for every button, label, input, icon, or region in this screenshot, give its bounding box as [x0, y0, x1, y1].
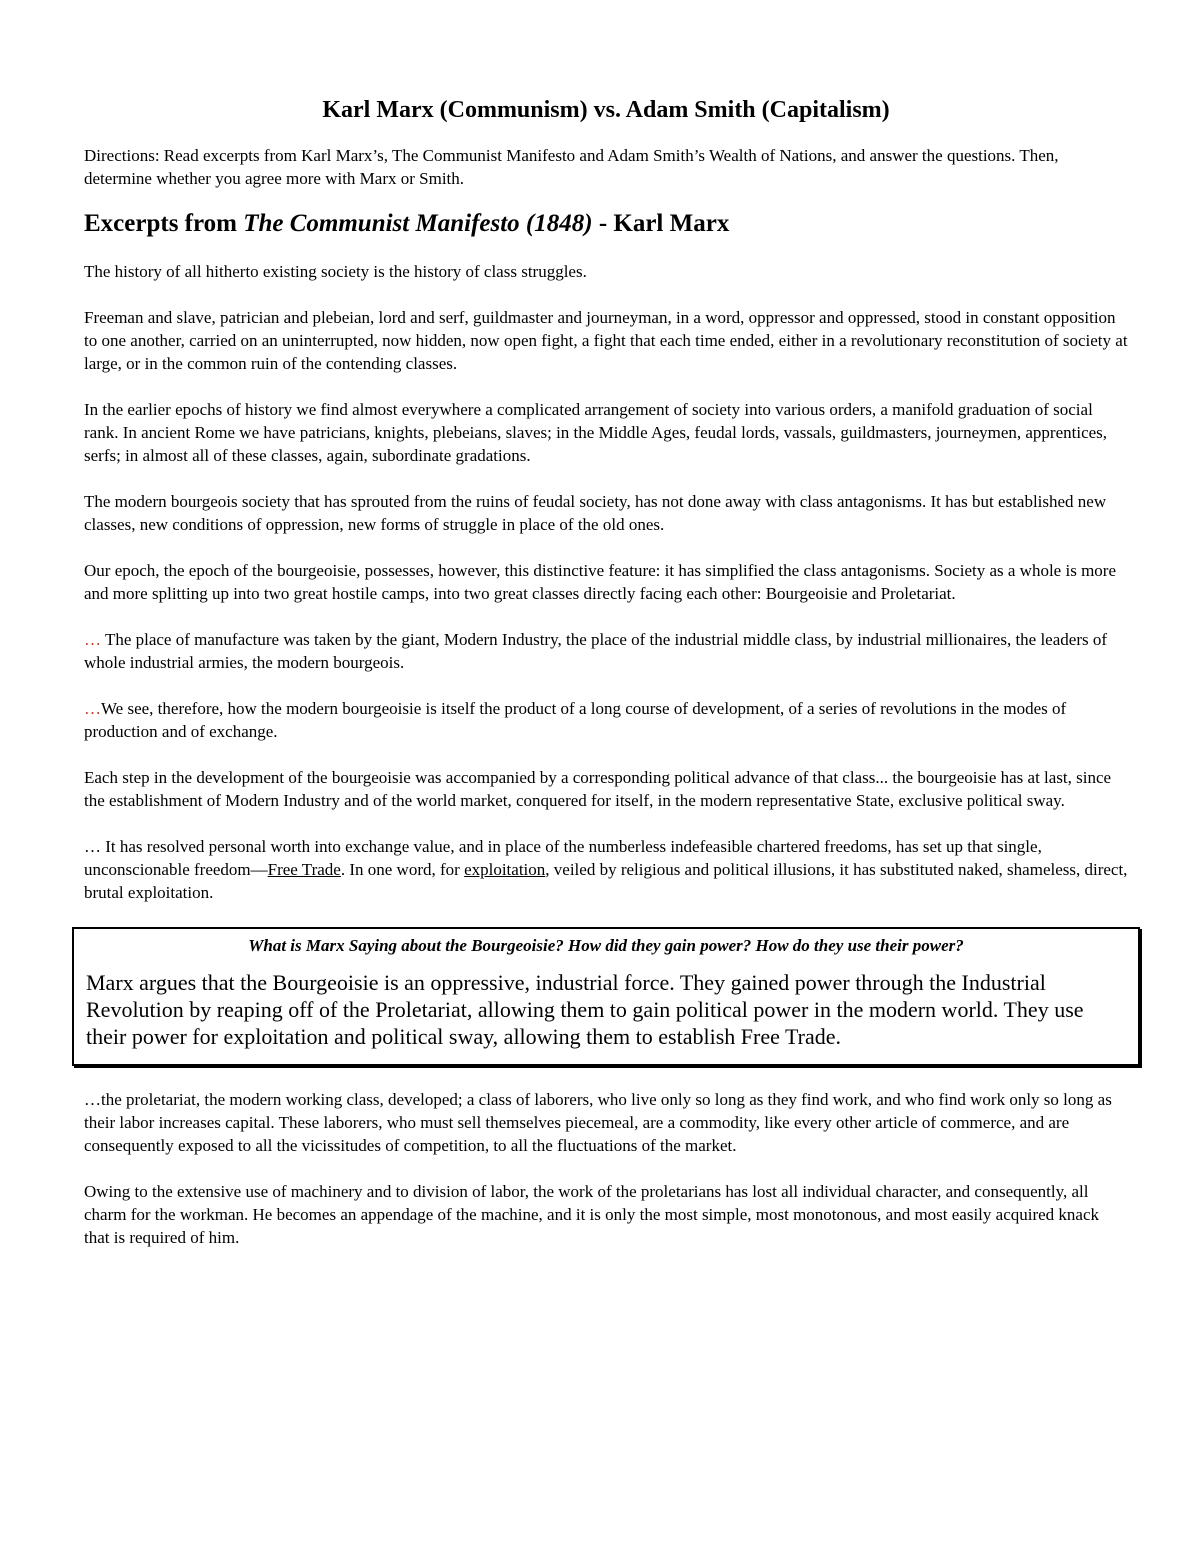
excerpt-paragraph-9 — [84, 835, 1128, 904]
underlined-free-trade: Free Trade — [267, 860, 341, 879]
document-title: Karl Marx (Communism) vs. Adam Smith (Capitalism) — [322, 97, 890, 123]
excerpt-paragraph-8: Each step in the development of the bourgeoisie was accompanied by a corresponding political advance of that class... the bourgeoisie has at last, since the establishment of Modern Industry and of the world market, conquered for itself, in the modern representative State, exclusive political sway. — [84, 768, 1112, 810]
question-answer-box — [72, 927, 1140, 1066]
directions-text: Directions: Read excerpts from Karl Marx’s, The Communist Manifesto and Adam Smith’s Wealth of Nations, and answer the questions. Then, determine whether you agree more with Marx or Smith. — [84, 146, 1059, 188]
underlined-exploitation: exploitation — [464, 860, 546, 879]
excerpt-paragraph-5: Our epoch, the epoch of the bourgeoisie, possesses, however, this distinctive feature: it has simplified the class antagonisms. Society as a whole is more and more splitting up into two great hostile camps, into two great classes directly facing each other: Bourgeoisie and Proletariat. — [84, 561, 1116, 603]
excerpt-paragraph-6 — [84, 628, 1128, 674]
excerpt-paragraph-10: …the proletariat, the modern working class, developed; a class of laborers, who live only so long as they find work, and who find work only so long as their labor increases capital. These laborers, who must sell themselves piecemeal, are a commodity, like every other article of commerce, and are consequently exposed to all the vicissitudes of competition, to all the fluctuations of the market. — [84, 1090, 1112, 1155]
excerpt-paragraph-11: Owing to the extensive use of machinery and to division of labor, the work of the proletarians has lost all individual character, and consequently, all charm for the workman. He becomes an appendage of the machine, and it is only the most simple, most monotonous, and most easily acquired knack that is required of him. — [84, 1182, 1100, 1247]
excerpt-paragraph-9-part-c: , veiled by religious and political illusions, it has substituted naked, shameless, direct, brutal exploitation. — [84, 860, 1128, 902]
excerpt-paragraph-9-part-a: … It has resolved personal worth into exchange value, and in place of the numberless indefeasible chartered freedoms, has set up that single, unconscionable freedom— — [84, 837, 1042, 879]
excerpt-paragraph-1: The history of all hitherto existing society is the history of class struggles. — [84, 262, 587, 281]
excerpt-paragraph-7 — [84, 697, 1128, 743]
section-heading-work-title: The Communist Manifesto (1848) — [243, 210, 593, 237]
section-heading-author: - Karl Marx — [592, 210, 730, 237]
excerpt-paragraph-3: In the earlier epochs of history we find almost everywhere a complicated arrangement of society into various orders, a manifold graduation of social rank. In ancient Rome we have patricians, knights, plebeians, slaves; in the Middle Ages, feudal lords, vassals, guildmasters, journeymen, apprentices, serfs; in almost all of these classes, again, subordinate gradations. — [84, 400, 1108, 465]
excerpt-paragraph-2: Freeman and slave, patrician and plebeian, lord and serf, guildmaster and journeyman, in a word, oppressor and oppressed, stood in constant opposition to one another, carried on an uninterrupted, now hidden, now open fight, a fight that each time ended, either in a revolutionary reconstitution of society at large, or in the common ruin of the contending classes. — [84, 308, 1128, 373]
student-answer: Marx argues that the Bourgeoisie is an oppressive, industrial force. They gained power through the Industrial Revolution by reaping off of the Proletariat, allowing them to gain political power in the modern world. They use their power for exploitation and political sway, allowing them to establish Free Trade. — [86, 970, 1084, 1049]
section-heading — [84, 208, 1128, 240]
ellipsis-marker: … — [84, 699, 101, 718]
ellipsis-marker: … — [84, 630, 101, 649]
document-page — [84, 94, 1128, 1272]
excerpt-paragraph-6-text: The place of manufacture was taken by the giant, Modern Industry, the place of the industrial middle class, by industrial millionaires, the leaders of whole industrial armies, the modern bourgeois. — [84, 630, 1108, 672]
excerpt-paragraph-4: The modern bourgeois society that has sprouted from the ruins of feudal society, has not done away with class antagonisms. It has but established new classes, new conditions of oppression, new forms of struggle in place of the old ones. — [84, 492, 1107, 534]
question-prompt: What is Marx Saying about the Bourgeoisie? How did they gain power? How do they use their power? — [248, 936, 964, 955]
excerpt-paragraph-7-text: We see, therefore, how the modern bourgeoisie is itself the product of a long course of development, of a series of revolutions in the modes of production and of exchange. — [84, 699, 1067, 741]
excerpt-paragraph-9-part-b: . In one word, for — [340, 860, 465, 879]
section-heading-prefix: Excerpts from — [84, 210, 244, 237]
